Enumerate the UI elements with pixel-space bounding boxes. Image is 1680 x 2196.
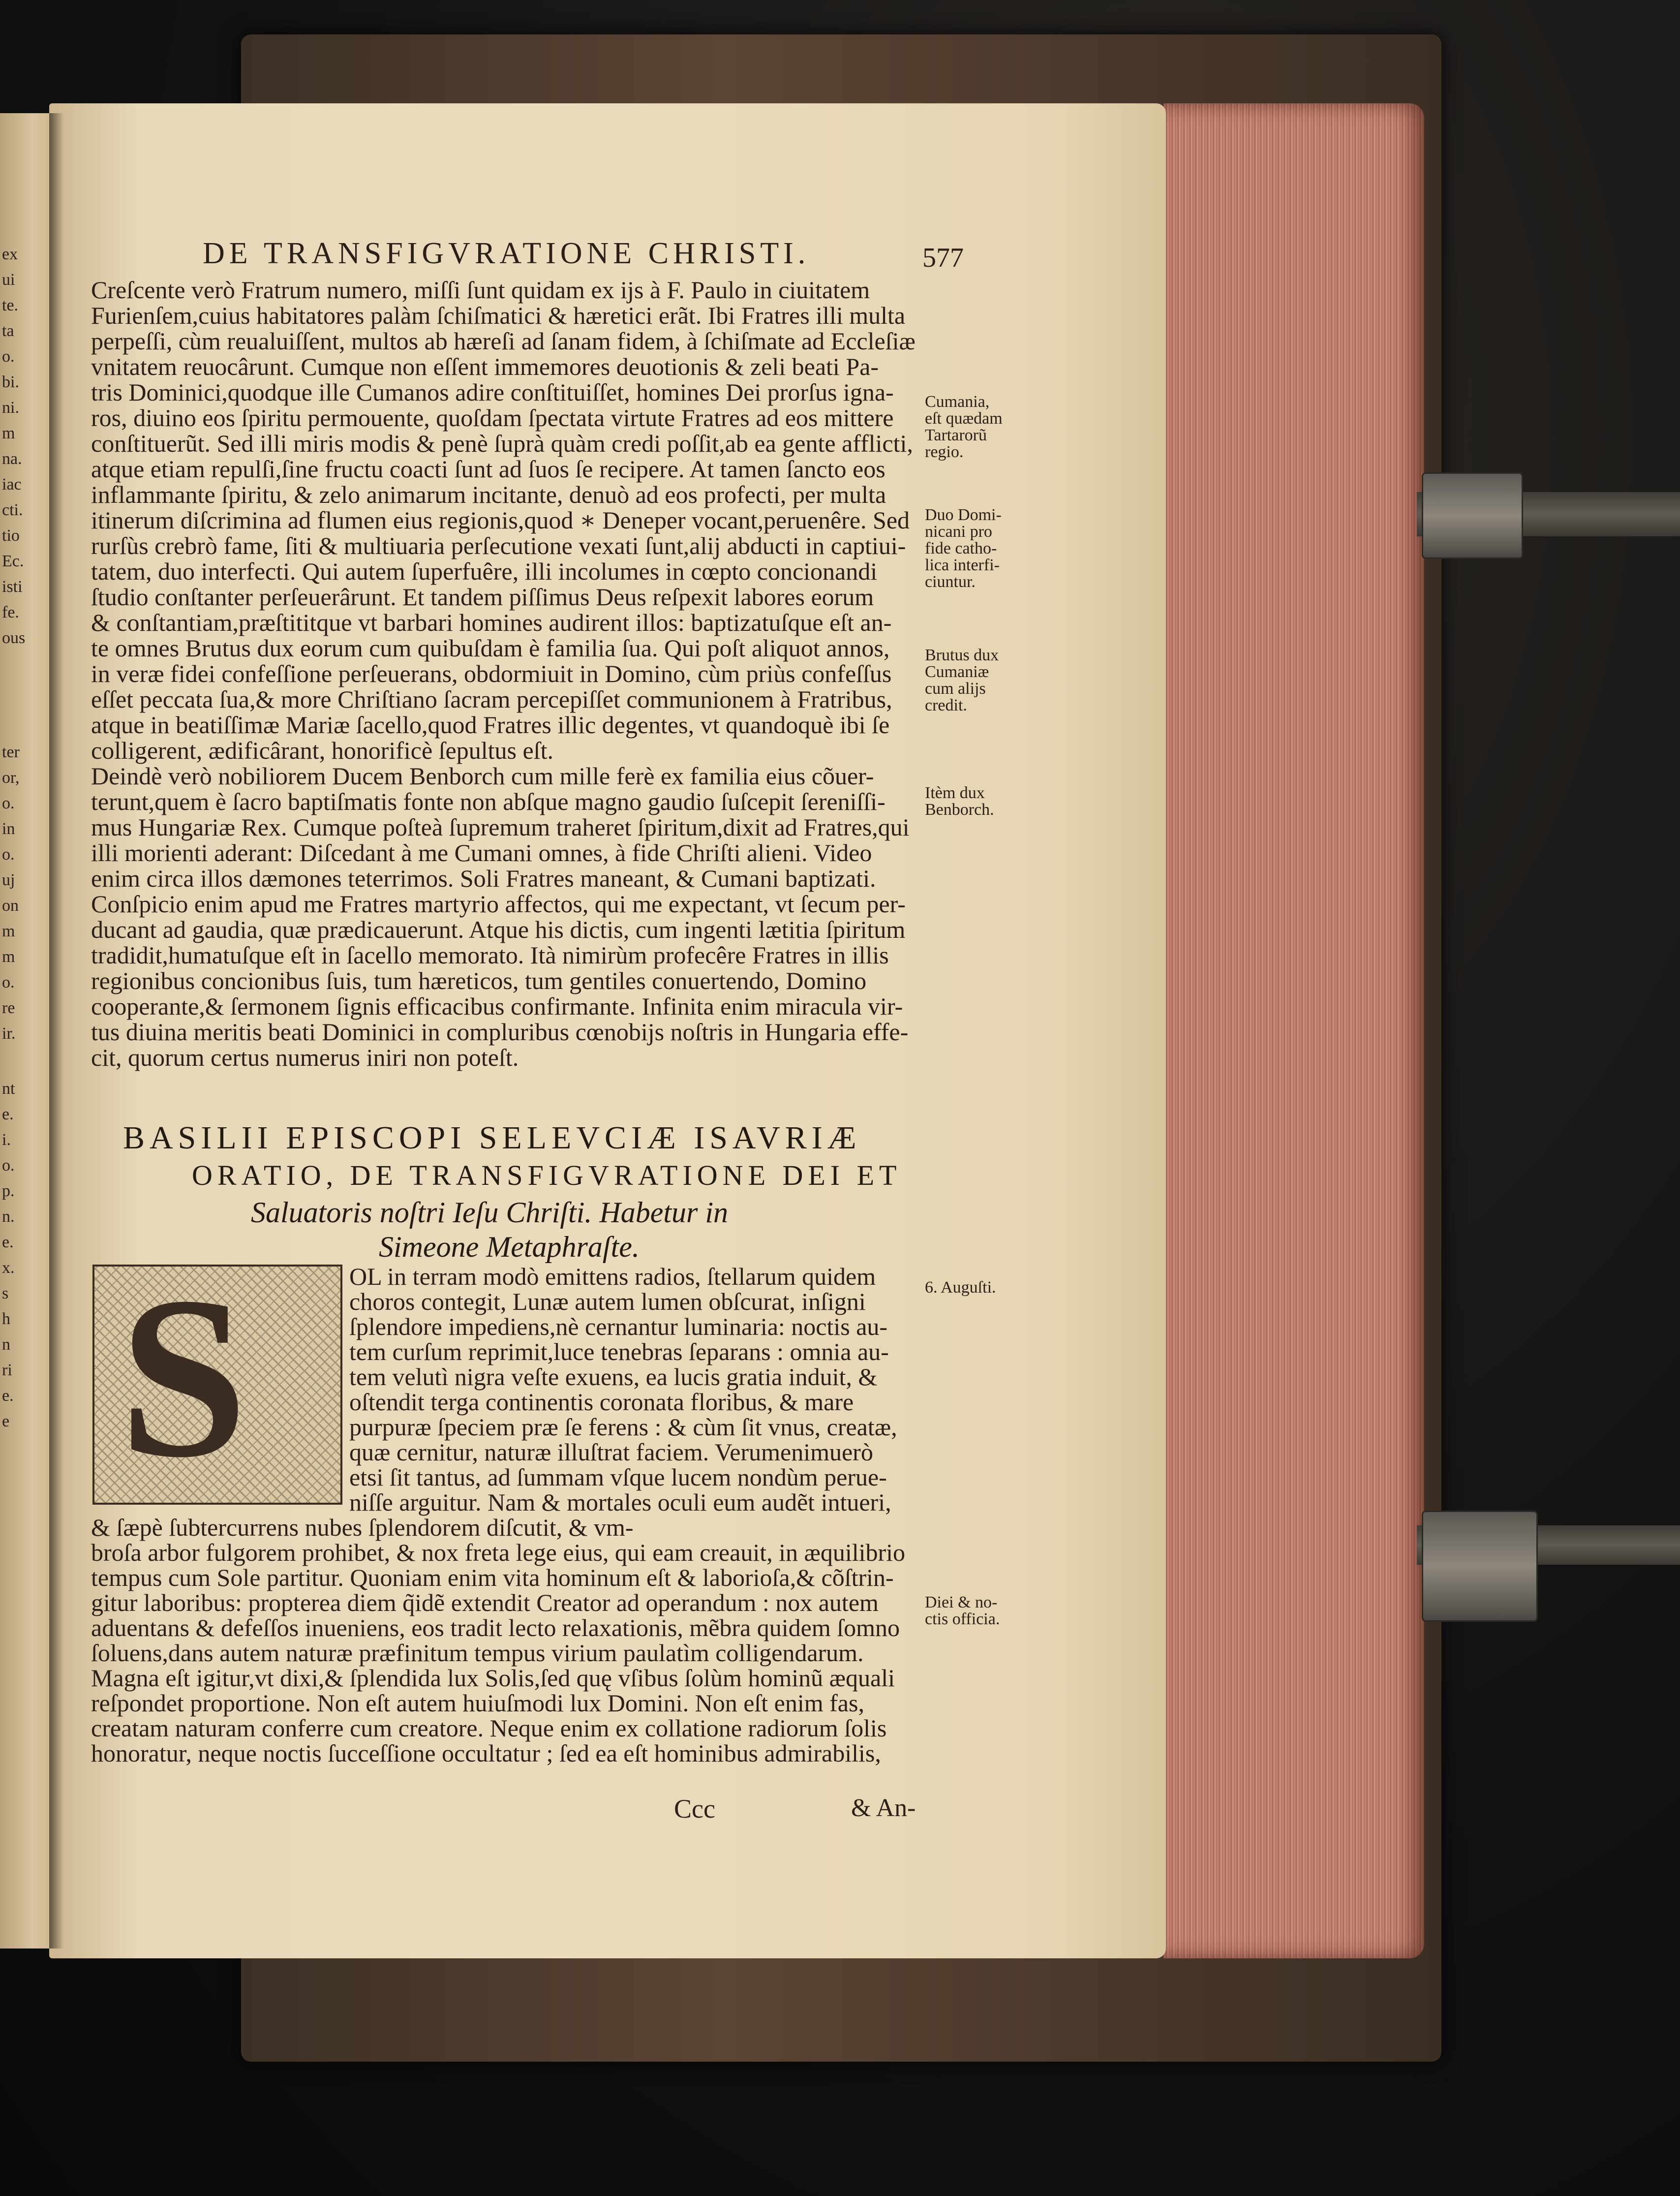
text-line: ros, diuino eos ſpiritu permouente, quoſdam ſpectata virtute Fratres ad eos mittere <box>91 404 894 432</box>
text-line: atque etiam repulſi,ſine fructu coacti ſunt ad ſuos ſe recipere. At tamen ſancto eos <box>91 455 886 483</box>
facing-page-fragment: or, <box>2 769 20 787</box>
marginal-note-line: Brutus dux <box>925 646 999 664</box>
text-line: aduentans & defeſſos inueniens, eos tradit lecto relaxationis, mẽbra quidem ſomno <box>91 1614 900 1641</box>
facing-page-fragment: x. <box>2 1259 15 1277</box>
text-line: tem curſum reprimit,luce tenebras ſeparans : omnia au- <box>349 1338 889 1365</box>
marginal-note-line: Cumania, <box>925 393 990 411</box>
text-line: ſtudio conſtanter perſeuerârunt. Et tandem piſſimus Deus reſpexit labores eorum <box>91 583 874 611</box>
facing-page-fragment: s <box>2 1284 9 1302</box>
facing-page-fragment: ui <box>2 271 15 289</box>
facing-page-fragment: n <box>2 1335 10 1354</box>
text-line: perpeſſi, cùm reualuiſſent, multos ab hæreſi ad ſanam fidem, à ſchiſmate ad Eccleſiæ <box>91 327 916 355</box>
catchword: & An- <box>851 1794 916 1822</box>
marginal-note-line: Tartarorũ <box>925 426 987 444</box>
text-line: honoratur, neque noctis ſucceſſione occultatur ; ſed ea eſt hominibus admirabilis, <box>91 1739 881 1767</box>
facing-page-fragment: on <box>2 897 19 915</box>
facing-page-fragment: n. <box>2 1207 15 1226</box>
text-line: inflammante ſpiritu, & zelo animarum incitante, denuò ad eos profecti, per multa <box>91 481 886 508</box>
text-line: cit, quorum certus numerus iniri non poteſt. <box>91 1044 519 1071</box>
heading-line-2: ORATIO, DE TRANSFIGVRATIONE DEI ET <box>192 1159 902 1191</box>
facing-page-fragment: na. <box>2 450 22 468</box>
facing-page-fragment: ir. <box>2 1024 16 1043</box>
text-line: purpuræ ſpeciem præ ſe ferens : & cùm ſit vnus, creatæ, <box>349 1413 897 1441</box>
text-line: rurſùs crebrò fame, ſiti & multiuaria perſecutione vexati ſunt,alij abducti in captiui- <box>91 532 906 559</box>
text-line: te omnes Brutus dux eorum cum quibuſdam è familia ſua. Qui poſt aliquot annos, <box>91 634 890 662</box>
heading-line-4: Simeone Metaphraſte. <box>379 1231 640 1263</box>
text-line: tus diuina meritis beati Dominici in compluribus cœnobijs noſtris in Hungaria effe- <box>91 1018 909 1046</box>
marginal-note-line: eſt quædam <box>925 409 1003 428</box>
text-line: itinerum diſcrimina ad flumen eius regionis,quod ∗ Deneper vocant,peruenêre. Sed <box>91 506 910 534</box>
text-line: conſtituerũt. Sed illi miris modis & penè ſuprà quàm credi poſſit,ab ea gente afflicti, <box>91 430 913 457</box>
facing-page-fragment: ta <box>2 322 14 340</box>
text-line: Deindè verò nobiliorem Ducem Benborch cum mille ferè ex familia eius cõuer- <box>91 762 874 790</box>
text-line: colligerent, ædificârant, honorificè ſepultus eſt. <box>91 737 553 764</box>
marginal-note-line: 6. Auguſti. <box>925 1278 996 1297</box>
marginal-note-line: credit. <box>925 696 967 714</box>
text-line: Creſcente verò Fratrum numero, miſſi ſunt quidam ex ijs à F. Paulo in ciuitatem <box>91 276 870 304</box>
clasp-top <box>1422 472 1523 559</box>
facing-page-fragment: ri <box>2 1361 12 1379</box>
running-head: DE TRANSFIGVRATIONE CHRISTI. <box>203 237 810 270</box>
text-line: etsi ſit tantus, ad ſummam vſque lucem nondùm perue- <box>349 1463 887 1491</box>
text-line: gitur laboribus: propterea diem q̃idẽ extendit Creator ad operandum : nox autem <box>91 1589 879 1616</box>
text-line: oſtendit terga continentis coronata floribus, & mare <box>349 1388 854 1416</box>
marginal-note-line: Cumaniæ <box>925 663 989 681</box>
facing-page-fragment: bi. <box>2 373 19 391</box>
text-line: enim circa illos dæmones teterrimos. Soli Fratres maneant, & Cumani baptizati. <box>91 865 876 892</box>
facing-page-fragment: ous <box>2 629 26 647</box>
facing-page-fragment: tio <box>2 526 20 545</box>
facing-page-fragment: o. <box>2 973 15 991</box>
text-line: vnitatem reuocârunt. Cumque non eſſent immemores deuotionis & zeli beati Pa- <box>91 353 879 380</box>
facing-page-fragment: m <box>2 948 15 966</box>
text-line: OL in terram modò emittens radios, ſtellarum quidem <box>349 1263 876 1290</box>
facing-page-fragment: isti <box>2 578 23 596</box>
facing-page-fragment: o. <box>2 1156 15 1175</box>
text-line: Conſpicio enim apud me Fratres martyrio affectos, qui me expectant, vt ſecum per- <box>91 890 906 918</box>
marginal-note-line: regio. <box>925 443 964 461</box>
facing-page-fragment: ex <box>2 245 18 263</box>
text-line: choros contegit, Lunæ autem lumen obſcurat, inſigni <box>349 1288 866 1315</box>
text-line: quæ cernitur, naturæ illuſtrat faciem. Verumenimuerò <box>349 1438 873 1466</box>
text-line: tempus cum Sole partitur. Quoniam enim vita hominum eſt & laborioſa,& cõſtrin- <box>91 1564 894 1591</box>
facing-page-fragment: h <box>2 1310 10 1328</box>
text-line: broſa arbor fulgorem prohibet, & nox freta lege eius, qui eam creauit, in æquilibrio <box>91 1539 906 1566</box>
facing-page-fragment: ter <box>2 743 20 761</box>
text-line: Magna eſt igitur,vt dixi,& ſplendida lux Solis,ſed quę vſibus ſolùm hominũ æquali <box>91 1664 895 1692</box>
marginal-note-line: ctis officia. <box>925 1610 1000 1628</box>
text-line: creatam naturam conferre cum creatore. Neque enim ex collatione radiorum ſolis <box>91 1714 887 1742</box>
facing-page-fragment: te. <box>2 296 19 314</box>
facing-page-fragment: e <box>2 1412 10 1430</box>
heading-line-1: BASILII EPISCOPI SELEVCIÆ ISAVRIÆ <box>123 1120 861 1156</box>
text-line: & conſtantiam,præſtititque vt barbari homines audirent illos: baptizatuſque eſt an- <box>91 609 892 636</box>
marginal-note-line: lica interfi- <box>925 556 1000 574</box>
facing-page-fragment: cti. <box>2 501 23 519</box>
facing-page-left <box>0 113 54 1949</box>
facing-page-fragment: p. <box>2 1182 15 1200</box>
text-line: terunt,quem è ſacro baptiſmatis fonte non abſque magno gaudio ſuſcepit ſereniſſi- <box>91 788 886 815</box>
facing-page-fragment: o. <box>2 794 15 812</box>
facing-page-fragment: o. <box>2 845 15 864</box>
signature-mark: Ccc <box>674 1794 715 1824</box>
facing-page-fragment: ni. <box>2 399 19 417</box>
text-line: Furienſem,cuius habitatores palàm ſchiſmatici & hæretici erãt. Ibi Fratres illi multa <box>91 302 906 329</box>
facing-page-fragment: nt <box>2 1080 15 1098</box>
marginal-note-line: ciuntur. <box>925 573 976 591</box>
page-number: 577 <box>922 243 964 273</box>
text-line: mus Hungariæ Rex. Cumque poſteà ſupremum traheret ſpiritum,dixit ad Fratres,qui <box>91 813 910 841</box>
text-line: & ſæpè ſubtercurrens nubes ſplendorem diſcutit, & vm- <box>91 1514 634 1541</box>
facing-page-fragment: m <box>2 424 15 442</box>
text-line: reſpondet proportione. Non eſt autem huiuſmodi lux Domini. Non eſt enim fas, <box>91 1689 864 1717</box>
marginal-note-line: fide catho- <box>925 539 997 557</box>
facing-page-fragment: e. <box>2 1233 14 1251</box>
initial-letter: S <box>119 1249 248 1505</box>
text-line: eſſet peccata ſua,& more Chriſtiano ſacram percepiſſet communionem à Fratribus, <box>91 685 892 713</box>
text-line: tris Dominici,quodque ille Cumanos adire conſtituiſſet, homines Dei prorſus igna- <box>91 378 894 406</box>
facing-page-fragment: i. <box>2 1131 11 1149</box>
page-fore-edge <box>1163 103 1424 1958</box>
text-line: ducant ad gaudia, quæ prædicauerunt. Atque his dictis, cum ingenti lætitia ſpiritum <box>91 916 906 943</box>
marginal-note-line: Duo Domi- <box>925 506 1002 524</box>
marginal-note-line: Itèm dux <box>925 784 985 802</box>
facing-page-fragment: iac <box>2 475 22 494</box>
text-line: illi morienti aderant: Diſcedant à me Cumani omnes, à fide Chriſti alieni. Video <box>91 839 872 866</box>
text-line: cooperante,& ſermonem ſignis efficacibus confirmante. Infinita enim miracula vir- <box>91 992 903 1020</box>
text-line: tradidit,humatuſque eſt in ſacello memorato. Ità nimirùm profecêre Fratres in illis <box>91 941 889 969</box>
marginal-note-line: Diei & no- <box>925 1593 998 1611</box>
facing-page-fragment: o. <box>2 347 15 366</box>
gutter-shadow <box>49 113 64 1949</box>
text-line: regionibus concionibus ſuis, tum hæreticos, tum gentiles conuertendo, Domino <box>91 967 867 994</box>
decorated-initial <box>92 1249 342 1505</box>
facing-page-fragment: re <box>2 999 15 1017</box>
text-line: tem velutì nigra veſte exuens, ea lucis gratia induit, & <box>349 1363 878 1391</box>
facing-page-fragment: Ec. <box>2 552 24 570</box>
marginal-note-line: Benborch. <box>925 801 994 819</box>
facing-page-fragment: fe. <box>2 603 19 621</box>
text-line: ſoluens,dans autem naturæ præfinitum tempus virium paulatìm colligendarum. <box>91 1639 864 1667</box>
facing-page-fragment: m <box>2 922 15 940</box>
facing-page-fragment: uj <box>2 871 15 889</box>
text-line: ſplendore impediens,nè cernantur luminaria: noctis au- <box>349 1313 888 1340</box>
facing-page-fragment: e. <box>2 1387 14 1405</box>
facing-page-fragment: e. <box>2 1105 14 1123</box>
facing-page-fragment: in <box>2 820 15 838</box>
heading-line-3: Saluatoris noſtri Ieſu Chriſti. Habetur in <box>251 1196 729 1229</box>
clasp-bottom <box>1422 1511 1538 1622</box>
text-line: in veræ fidei confeſſione perſeuerans, obdormiuit in Domino, cùm priùs confeſſus <box>91 660 892 687</box>
text-line: niſſe arguitur. Nam & mortales oculi eum audẽt intueri, <box>349 1488 891 1516</box>
marginal-note-line: cum alijs <box>925 680 986 698</box>
text-line: tatem, duo interfecti. Qui autem ſuperfuêre, illi incolumes in cœpto concionandi <box>91 557 878 585</box>
marginal-note-line: nicani pro <box>925 523 992 541</box>
text-line: atque in beatiſſimæ Mariæ ſacello,quod Fratres illic degentes, vt quandoquè ibi ſe <box>91 711 890 739</box>
